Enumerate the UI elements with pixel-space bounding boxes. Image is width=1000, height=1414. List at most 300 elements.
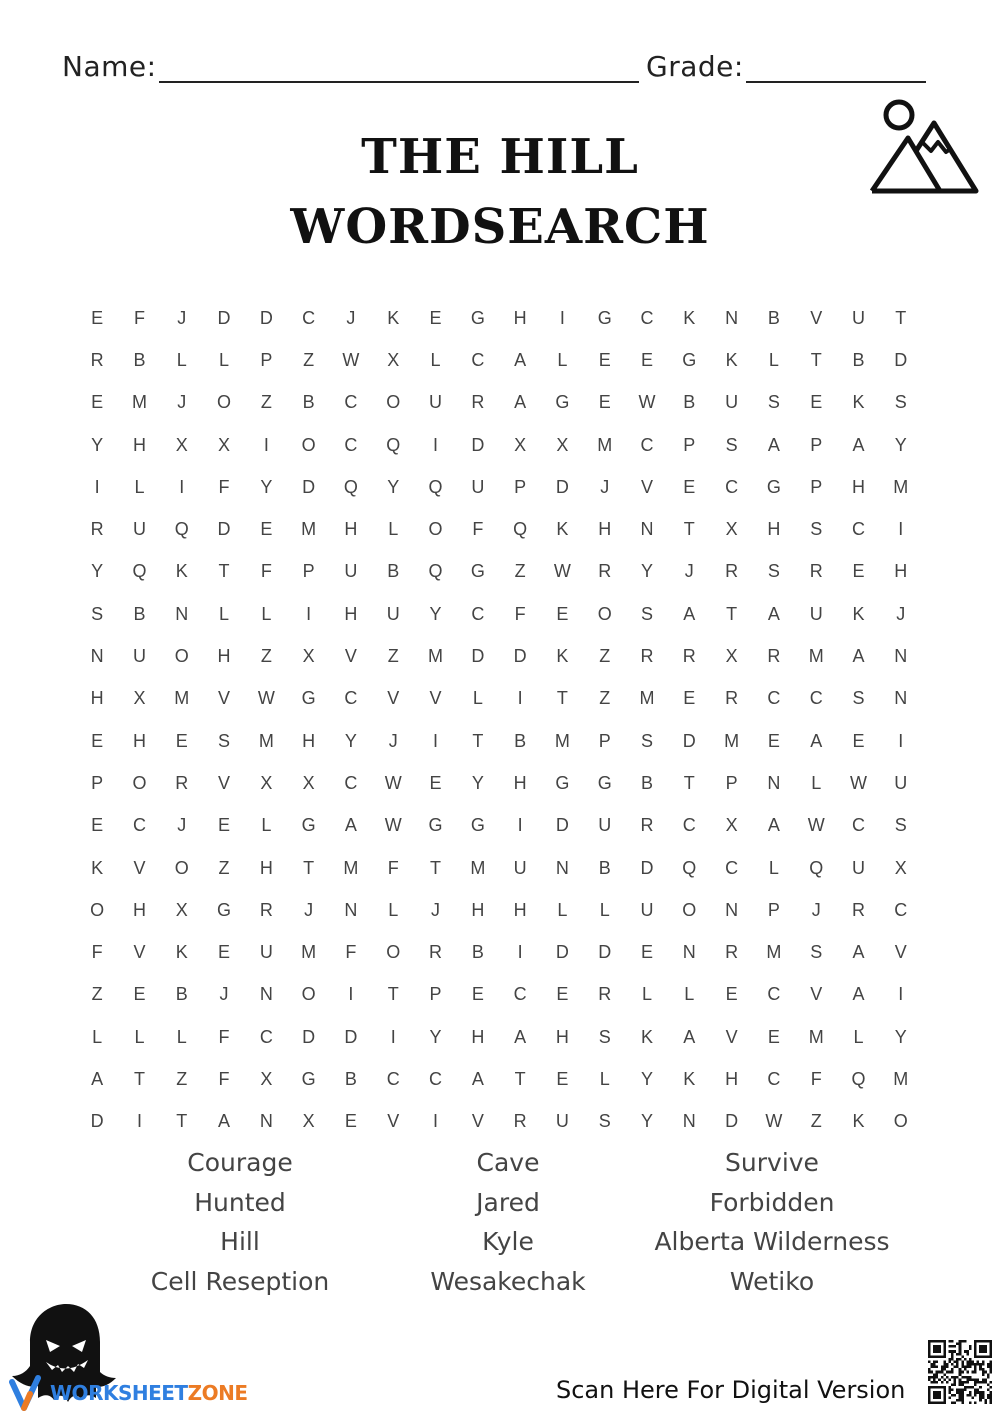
grid-cell[interactable]: H xyxy=(513,899,527,920)
grid-cell[interactable]: A xyxy=(767,603,780,624)
grid-cell[interactable]: L xyxy=(261,815,272,836)
grid-cell[interactable]: A xyxy=(91,1068,104,1089)
grade-field[interactable] xyxy=(646,50,926,83)
grid-cell[interactable]: Z xyxy=(303,349,315,370)
grid-cell[interactable]: R xyxy=(598,984,612,1005)
grid-cell[interactable]: C xyxy=(640,434,654,455)
grid-cell[interactable]: D xyxy=(725,1111,739,1132)
grid-cell[interactable]: N xyxy=(640,519,654,540)
name-blank-line[interactable] xyxy=(159,55,639,83)
grid-cell[interactable]: J xyxy=(600,476,610,497)
grid-cell[interactable]: D xyxy=(302,476,316,497)
grid-cell[interactable]: S xyxy=(767,392,780,413)
grid-cell[interactable]: D xyxy=(894,349,908,370)
grid-cell[interactable]: E xyxy=(91,307,104,328)
grid-cell[interactable]: H xyxy=(259,857,273,878)
grid-cell[interactable]: H xyxy=(555,1026,569,1047)
grid-cell[interactable]: J xyxy=(811,899,821,920)
grid-cell[interactable]: P xyxy=(429,984,442,1005)
grid-cell[interactable]: Z xyxy=(260,392,272,413)
grid-cell[interactable]: R xyxy=(513,1111,527,1132)
grid-cell[interactable]: S xyxy=(810,519,823,540)
grid-cell[interactable]: L xyxy=(853,1026,864,1047)
grid-cell[interactable]: F xyxy=(91,942,103,963)
grid-cell[interactable]: M xyxy=(554,730,570,751)
grid-cell[interactable]: H xyxy=(851,476,865,497)
grid-cell[interactable]: E xyxy=(683,688,696,709)
grid-cell[interactable]: M xyxy=(470,857,486,878)
grid-cell[interactable]: E xyxy=(91,815,104,836)
grid-cell[interactable]: Y xyxy=(91,434,104,455)
grid-cell[interactable]: W xyxy=(807,815,825,836)
grid-cell[interactable]: E xyxy=(260,519,273,540)
grid-cell[interactable]: O xyxy=(90,899,105,920)
grid-cell[interactable]: C xyxy=(767,688,781,709)
grid-cell[interactable]: G xyxy=(217,899,232,920)
grid-cell[interactable]: D xyxy=(471,646,485,667)
grid-cell[interactable]: X xyxy=(302,646,315,667)
grid-cell[interactable]: R xyxy=(725,942,739,963)
grid-cell[interactable]: L xyxy=(219,603,230,624)
grid-cell[interactable]: L xyxy=(599,899,610,920)
grid-cell[interactable]: I xyxy=(898,984,904,1005)
grid-cell[interactable]: R xyxy=(682,646,696,667)
grid-cell[interactable]: K xyxy=(683,307,696,328)
grid-cell[interactable]: Z xyxy=(599,646,611,667)
grid-cell[interactable]: K xyxy=(387,307,400,328)
grid-cell[interactable]: O xyxy=(893,1111,908,1132)
grid-cell[interactable]: A xyxy=(514,392,527,413)
grid-cell[interactable]: R xyxy=(598,561,612,582)
grid-cell[interactable]: B xyxy=(471,942,484,963)
grid-cell[interactable]: D xyxy=(598,942,612,963)
grid-cell[interactable]: T xyxy=(303,857,315,878)
grid-cell[interactable]: E xyxy=(429,772,442,793)
grid-cell[interactable]: O xyxy=(301,434,316,455)
grid-cell[interactable]: R xyxy=(767,646,781,667)
grid-cell[interactable]: V xyxy=(133,857,146,878)
name-field[interactable] xyxy=(62,50,639,83)
grid-cell[interactable]: Y xyxy=(641,1111,654,1132)
grid-cell[interactable]: L xyxy=(388,899,399,920)
grid-cell[interactable]: E xyxy=(767,730,780,751)
grid-cell[interactable]: E xyxy=(641,349,654,370)
grid-cell[interactable]: B xyxy=(683,392,696,413)
grid-cell[interactable]: D xyxy=(640,857,654,878)
grid-cell[interactable]: Z xyxy=(599,688,611,709)
grid-cell[interactable]: Z xyxy=(387,646,399,667)
grid-cell[interactable]: U xyxy=(386,603,400,624)
grid-cell[interactable]: G xyxy=(301,688,316,709)
grid-cell[interactable]: S xyxy=(91,603,104,624)
grid-cell[interactable]: S xyxy=(852,688,865,709)
grid-cell[interactable]: X xyxy=(218,434,231,455)
grid-cell[interactable]: H xyxy=(90,688,104,709)
grid-cell[interactable]: G xyxy=(597,307,612,328)
grid-cell[interactable]: M xyxy=(597,434,613,455)
grid-cell[interactable]: G xyxy=(555,392,570,413)
grid-cell[interactable]: C xyxy=(640,307,654,328)
grid-cell[interactable]: R xyxy=(90,349,104,370)
grid-cell[interactable]: V xyxy=(429,688,442,709)
grid-cell[interactable]: F xyxy=(218,1026,230,1047)
grid-cell[interactable]: I xyxy=(263,434,269,455)
grid-cell[interactable]: A xyxy=(852,646,865,667)
grid-cell[interactable]: B xyxy=(598,857,611,878)
grid-cell[interactable]: L xyxy=(430,349,441,370)
grid-cell[interactable]: D xyxy=(90,1111,104,1132)
grid-cell[interactable]: J xyxy=(431,899,441,920)
grid-cell[interactable]: E xyxy=(218,942,231,963)
grid-cell[interactable]: T xyxy=(430,857,442,878)
grid-cell[interactable]: X xyxy=(260,1068,273,1089)
grid-cell[interactable]: F xyxy=(472,519,484,540)
grid-cell[interactable]: C xyxy=(851,519,865,540)
grid-cell[interactable]: K xyxy=(852,603,865,624)
grid-cell[interactable]: P xyxy=(302,561,315,582)
grid-cell[interactable]: Q xyxy=(809,857,824,878)
grid-cell[interactable]: X xyxy=(725,519,738,540)
grid-cell[interactable]: S xyxy=(218,730,231,751)
grid-cell[interactable]: G xyxy=(470,815,485,836)
grid-cell[interactable]: C xyxy=(344,434,358,455)
grid-cell[interactable]: R xyxy=(175,772,189,793)
grid-cell[interactable]: O xyxy=(174,857,189,878)
grid-cell[interactable]: O xyxy=(217,392,232,413)
grid-cell[interactable]: E xyxy=(810,392,823,413)
grid-cell[interactable]: I xyxy=(898,730,904,751)
grid-cell[interactable]: Y xyxy=(429,1026,442,1047)
grid-cell[interactable]: R xyxy=(725,561,739,582)
grid-cell[interactable]: H xyxy=(513,307,527,328)
grid-cell[interactable]: M xyxy=(893,476,909,497)
grid-cell[interactable]: H xyxy=(598,519,612,540)
grid-cell[interactable]: R xyxy=(725,688,739,709)
grid-cell[interactable]: C xyxy=(344,772,358,793)
grid-cell[interactable]: D xyxy=(513,646,527,667)
grid-cell[interactable]: R xyxy=(809,561,823,582)
grid-cell[interactable]: S xyxy=(598,1026,611,1047)
grid-cell[interactable]: U xyxy=(513,857,527,878)
grid-cell[interactable]: E xyxy=(471,984,484,1005)
grid-cell[interactable]: H xyxy=(132,730,146,751)
grid-cell[interactable]: E xyxy=(641,942,654,963)
grid-cell[interactable]: U xyxy=(471,476,485,497)
grid-cell[interactable]: L xyxy=(472,688,483,709)
grid-cell[interactable]: D xyxy=(344,1026,358,1047)
grid-cell[interactable]: X xyxy=(133,688,146,709)
grid-cell[interactable]: X xyxy=(175,434,188,455)
grid-cell[interactable]: K xyxy=(175,942,188,963)
grid-cell[interactable]: G xyxy=(682,349,697,370)
grid-cell[interactable]: E xyxy=(725,984,738,1005)
grid-cell[interactable]: O xyxy=(386,392,401,413)
grid-cell[interactable]: C xyxy=(132,815,146,836)
grid-cell[interactable]: L xyxy=(388,519,399,540)
grid-cell[interactable]: J xyxy=(896,603,906,624)
grid-cell[interactable]: B xyxy=(175,984,188,1005)
grid-cell[interactable]: Z xyxy=(514,561,526,582)
grid-cell[interactable]: F xyxy=(387,857,399,878)
grid-cell[interactable]: V xyxy=(218,688,231,709)
grid-cell[interactable]: A xyxy=(471,1068,484,1089)
grid-cell[interactable]: W xyxy=(765,1111,783,1132)
grid-cell[interactable]: G xyxy=(470,307,485,328)
grid-cell[interactable]: H xyxy=(132,899,146,920)
grid-cell[interactable]: M xyxy=(766,942,782,963)
grid-cell[interactable]: H xyxy=(767,519,781,540)
grid-cell[interactable]: X xyxy=(302,772,315,793)
grid-cell[interactable]: A xyxy=(767,815,780,836)
grid-cell[interactable]: N xyxy=(90,646,104,667)
grid-cell[interactable]: Y xyxy=(91,561,104,582)
grid-cell[interactable]: N xyxy=(555,857,569,878)
grid-cell[interactable]: T xyxy=(726,603,738,624)
grid-cell[interactable]: E xyxy=(852,730,865,751)
grid-cell[interactable]: K xyxy=(91,857,104,878)
grid-cell[interactable]: O xyxy=(301,984,316,1005)
grid-cell[interactable]: U xyxy=(259,942,273,963)
grid-cell[interactable]: Y xyxy=(894,1026,907,1047)
grid-cell[interactable]: R xyxy=(640,646,654,667)
grid-cell[interactable]: P xyxy=(725,772,738,793)
grid-cell[interactable]: J xyxy=(346,307,356,328)
grid-cell[interactable]: M xyxy=(724,730,740,751)
grid-cell[interactable]: S xyxy=(725,434,738,455)
grid-cell[interactable]: T xyxy=(133,1068,145,1089)
grid-cell[interactable]: B xyxy=(344,1068,357,1089)
grid-cell[interactable]: N xyxy=(725,307,739,328)
grid-cell[interactable]: T xyxy=(176,1111,188,1132)
grid-cell[interactable]: G xyxy=(555,772,570,793)
grid-cell[interactable]: Q xyxy=(513,519,528,540)
grid-cell[interactable]: C xyxy=(767,984,781,1005)
grid-cell[interactable]: V xyxy=(387,1111,400,1132)
grid-cell[interactable]: C xyxy=(894,899,908,920)
grid-cell[interactable]: D xyxy=(259,307,273,328)
grid-cell[interactable]: H xyxy=(344,603,358,624)
grid-cell[interactable]: I xyxy=(136,1111,142,1132)
grid-cell[interactable]: M xyxy=(131,392,147,413)
grid-cell[interactable]: Q xyxy=(386,434,401,455)
grid-cell[interactable]: A xyxy=(767,434,780,455)
grid-cell[interactable]: Q xyxy=(428,561,443,582)
grid-cell[interactable]: W xyxy=(342,349,360,370)
grid-cell[interactable]: Z xyxy=(176,1068,188,1089)
grid-cell[interactable]: N xyxy=(682,1111,696,1132)
grid-cell[interactable]: V xyxy=(894,942,907,963)
grid-cell[interactable]: A xyxy=(683,603,696,624)
grid-cell[interactable]: U xyxy=(851,857,865,878)
grid-cell[interactable]: G xyxy=(597,772,612,793)
grid-cell[interactable]: K xyxy=(641,1026,654,1047)
grid-cell[interactable]: C xyxy=(471,603,485,624)
grid-cell[interactable]: F xyxy=(345,942,357,963)
grid-cell[interactable]: Q xyxy=(174,519,189,540)
grid-cell[interactable]: M xyxy=(808,646,824,667)
grid-cell[interactable]: B xyxy=(387,561,400,582)
grid-cell[interactable]: X xyxy=(894,857,907,878)
grid-cell[interactable]: L xyxy=(92,1026,103,1047)
grid-cell[interactable]: F xyxy=(514,603,526,624)
grid-cell[interactable]: K xyxy=(556,646,569,667)
grid-cell[interactable]: C xyxy=(725,857,739,878)
grid-cell[interactable]: D xyxy=(217,307,231,328)
grid-cell[interactable]: N xyxy=(259,1111,273,1132)
grid-cell[interactable]: T xyxy=(683,772,695,793)
grid-cell[interactable]: D xyxy=(217,519,231,540)
grid-cell[interactable]: F xyxy=(260,561,272,582)
grid-cell[interactable]: M xyxy=(893,1068,909,1089)
grid-cell[interactable]: N xyxy=(344,899,358,920)
grid-cell[interactable]: A xyxy=(344,815,357,836)
grid-cell[interactable]: L xyxy=(134,1026,145,1047)
grid-cell[interactable]: E xyxy=(429,307,442,328)
grid-cell[interactable]: F xyxy=(133,307,145,328)
grid-cell[interactable]: T xyxy=(514,1068,526,1089)
grid-cell[interactable]: H xyxy=(344,519,358,540)
grid-cell[interactable]: U xyxy=(725,392,739,413)
grid-cell[interactable]: T xyxy=(472,730,484,751)
grid-cell[interactable]: I xyxy=(517,688,523,709)
grid-cell[interactable]: I xyxy=(390,1026,396,1047)
grid-cell[interactable]: J xyxy=(388,730,398,751)
grid-cell[interactable]: G xyxy=(428,815,443,836)
grid-cell[interactable]: U xyxy=(555,1111,569,1132)
grid-cell[interactable]: X xyxy=(725,815,738,836)
grid-cell[interactable]: V xyxy=(387,688,400,709)
grid-cell[interactable]: C xyxy=(259,1026,273,1047)
grid-cell[interactable]: J xyxy=(684,561,694,582)
grid-cell[interactable]: Y xyxy=(344,730,357,751)
grid-cell[interactable]: E xyxy=(683,476,696,497)
grid-cell[interactable]: G xyxy=(301,1068,316,1089)
grid-cell[interactable]: C xyxy=(851,815,865,836)
grid-cell[interactable]: S xyxy=(767,561,780,582)
grid-cell[interactable]: H xyxy=(513,772,527,793)
grid-cell[interactable]: A xyxy=(810,730,823,751)
grid-cell[interactable]: H xyxy=(725,1068,739,1089)
grid-cell[interactable]: C xyxy=(429,1068,443,1089)
grid-cell[interactable]: Y xyxy=(260,476,273,497)
grid-cell[interactable]: E xyxy=(133,984,146,1005)
grid-cell[interactable]: K xyxy=(852,392,865,413)
grid-cell[interactable]: T xyxy=(683,519,695,540)
grid-cell[interactable]: M xyxy=(301,519,317,540)
grid-cell[interactable]: A xyxy=(852,434,865,455)
grid-cell[interactable]: J xyxy=(304,899,314,920)
grid-cell[interactable]: U xyxy=(851,307,865,328)
grid-cell[interactable]: O xyxy=(597,603,612,624)
grid-cell[interactable]: M xyxy=(808,1026,824,1047)
grid-cell[interactable]: I xyxy=(179,476,185,497)
grid-cell[interactable]: T xyxy=(895,307,907,328)
grid-cell[interactable]: N xyxy=(259,984,273,1005)
grid-cell[interactable]: C xyxy=(725,476,739,497)
grid-cell[interactable]: X xyxy=(175,899,188,920)
grid-cell[interactable]: J xyxy=(177,392,187,413)
grid-cell[interactable]: J xyxy=(177,307,187,328)
grid-cell[interactable]: H xyxy=(471,1026,485,1047)
grid-cell[interactable]: I xyxy=(433,730,439,751)
grid-cell[interactable]: L xyxy=(599,1068,610,1089)
grid-cell[interactable]: W xyxy=(849,772,867,793)
grid-cell[interactable]: Z xyxy=(218,857,230,878)
grid-cell[interactable]: K xyxy=(556,519,569,540)
grid-cell[interactable]: D xyxy=(682,730,696,751)
grid-cell[interactable]: E xyxy=(91,392,104,413)
grid-cell[interactable]: J xyxy=(177,815,187,836)
grid-cell[interactable]: Z xyxy=(260,646,272,667)
grid-cell[interactable]: B xyxy=(641,772,654,793)
grid-cell[interactable]: P xyxy=(598,730,611,751)
grid-cell[interactable]: L xyxy=(768,349,779,370)
grid-cell[interactable]: I xyxy=(94,476,100,497)
grid-cell[interactable]: O xyxy=(132,772,147,793)
grid-cell[interactable]: X xyxy=(387,349,400,370)
grid-cell[interactable]: A xyxy=(514,349,527,370)
grid-cell[interactable]: R xyxy=(471,392,485,413)
grid-cell[interactable]: V xyxy=(641,476,654,497)
grid-cell[interactable]: N xyxy=(894,688,908,709)
grid-cell[interactable]: P xyxy=(810,434,823,455)
grid-cell[interactable]: C xyxy=(767,1068,781,1089)
grade-blank-line[interactable] xyxy=(746,55,926,83)
grid-cell[interactable]: M xyxy=(258,730,274,751)
grid-cell[interactable]: H xyxy=(132,434,146,455)
grid-cell[interactable]: A xyxy=(514,1026,527,1047)
grid-cell[interactable]: O xyxy=(174,646,189,667)
grid-cell[interactable]: X xyxy=(514,434,527,455)
grid-cell[interactable]: M xyxy=(174,688,190,709)
grid-cell[interactable]: L xyxy=(261,603,272,624)
grid-cell[interactable]: B xyxy=(302,392,315,413)
grid-cell[interactable]: P xyxy=(91,772,104,793)
grid-cell[interactable]: D xyxy=(302,1026,316,1047)
grid-cell[interactable]: V xyxy=(810,984,823,1005)
grid-cell[interactable]: O xyxy=(386,942,401,963)
grid-cell[interactable]: G xyxy=(301,815,316,836)
grid-cell[interactable]: Z xyxy=(91,984,103,1005)
grid-cell[interactable]: E xyxy=(218,815,231,836)
grid-cell[interactable]: B xyxy=(852,349,865,370)
grid-cell[interactable]: U xyxy=(429,392,443,413)
grid-cell[interactable]: T xyxy=(810,349,822,370)
grid-cell[interactable]: D xyxy=(555,815,569,836)
grid-cell[interactable]: B xyxy=(514,730,527,751)
grid-cell[interactable]: I xyxy=(348,984,354,1005)
grid-cell[interactable]: S xyxy=(894,815,907,836)
grid-cell[interactable]: X xyxy=(556,434,569,455)
grid-cell[interactable]: F xyxy=(218,1068,230,1089)
grid-cell[interactable]: E xyxy=(598,392,611,413)
grid-cell[interactable]: S xyxy=(598,1111,611,1132)
grid-cell[interactable]: M xyxy=(343,857,359,878)
grid-cell[interactable]: E xyxy=(852,561,865,582)
grid-cell[interactable]: I xyxy=(517,815,523,836)
grid-cell[interactable]: P xyxy=(260,349,273,370)
grid-cell[interactable]: R xyxy=(851,899,865,920)
grid-cell[interactable]: F xyxy=(218,476,230,497)
grid-cell[interactable]: L xyxy=(557,899,568,920)
grid-cell[interactable]: X xyxy=(725,646,738,667)
grid-cell[interactable]: G xyxy=(766,476,781,497)
grid-cell[interactable]: C xyxy=(344,392,358,413)
grid-cell[interactable]: N xyxy=(725,899,739,920)
grid-cell[interactable]: Q xyxy=(343,476,358,497)
grid-cell[interactable]: T xyxy=(556,688,568,709)
grid-cell[interactable]: Q xyxy=(851,1068,866,1089)
